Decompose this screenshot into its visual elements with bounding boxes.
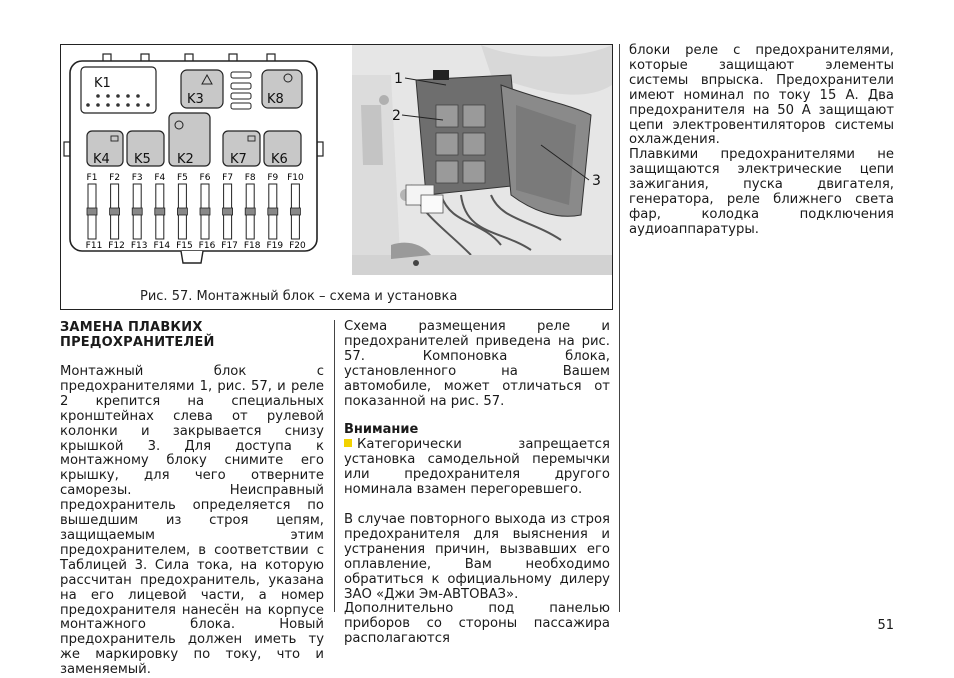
fuse-blade [200,208,210,215]
relay-label: K2 [177,152,194,167]
fuse-label-top: F1 [86,173,98,183]
fuse-blade [132,208,142,215]
figure-caption: Рис. 57. Монтажный блок – схема и установка [140,289,458,304]
fuse-label-bottom: F19 [266,241,284,251]
fuse-blade [245,208,255,215]
body-paragraph: Схема размещения реле и предохранителей приведена на рис. 57. Компоновка блока, установленного на Вашем автомобиле, может отличаться от показанной на рис. 57. [344,319,610,409]
callout-label: 3 [592,173,601,189]
body-paragraph: В случае повторного выхода из строя предохранителя для выяснения и устранения причин, вызвавших его оплавление, Вам необходимо обратиться к официальному дилеру ЗАО «Джи Эм-АВТОВАЗ». [344,511,610,602]
body-paragraph: блоки реле с предохранителями, которые защищают элементы системы впрыска. Предохранители имеют номинал по току 15 А. Два предохранителя на 50 А защищают цепи электровентиляторов системы охлаждения. [629,43,894,148]
heading-line: ПРЕДОХРАНИТЕЛЕЙ [60,335,215,350]
column-3 [629,44,894,238]
installation-photo [352,45,612,275]
fuse-label-top: F4 [154,173,166,183]
body-paragraph: Монтажный блок с предохранителями 1, рис. 57, и реле 2 крепится на специальных кронштейнах слева от рулевой колонки и закрывается снизу крышкой 3. Для доступа к монтажному блоку снимите его крышку, для чего отверните саморезы. Неисправный предохранитель определяется по вышедшим из строя цепям, защищаемым этим предохранителем, в соответствии с Таблицей 3. Сила тока, на которую рассчитан предохранитель, указана на его лицевой части, а номер предохранителя нанесён на корпусе монтажного блока. Новый предохранитель должен иметь ту же маркировку по току, что и заменяемый. [60,364,324,678]
fuse-label-bottom: F16 [198,241,216,251]
attention-text [344,438,610,498]
relay-label: K5 [134,152,151,167]
body-paragraph: Дополнительно под панелью приборов со стороны пассажира располагаются [344,601,610,647]
relay-label: K7 [230,152,247,167]
fuse-box-schematic [64,54,323,263]
column-divider [334,320,335,612]
callout-label: 2 [392,108,401,124]
fuse-label-top: F8 [244,173,256,183]
relay-label: K3 [187,92,204,107]
fuse-label-bottom: F12 [108,241,125,251]
fuse-label-top: F3 [131,173,143,183]
fuse-blade [87,208,97,215]
mounting-block-figure [61,45,612,309]
fuse-label-top: F10 [287,173,304,183]
page-number: 51 [877,618,894,633]
fuse-label-top: F2 [109,173,121,183]
fuse-label-top: F7 [222,173,234,183]
relay-label: K8 [267,92,284,107]
fuse-label-top: F9 [267,173,279,183]
callout-label: 1 [394,71,403,87]
fuse-blade [155,208,165,215]
figure-frame [60,44,613,310]
heading-line: ЗАМЕНА ПЛАВКИХ [60,320,203,335]
fuse-blade [268,208,278,215]
fuse-label-top: F6 [199,173,211,183]
section-heading [60,320,324,350]
column-2 [344,320,610,647]
fuse-label-bottom: F15 [176,241,193,251]
fuse-label-bottom: F13 [130,241,148,251]
relay-label: K4 [93,152,110,167]
body-paragraph: Плавкими предохранителями не защищаются электрические цепи зажигания, пуска двигателя, генератора, реле ближнего света фар, колодка подключения аудиоаппаратуры. [629,147,894,237]
column-divider [619,44,620,612]
attention-title: Внимание [344,422,419,438]
fuse-blade [223,208,233,215]
fuse-blade [290,208,300,215]
fuse-label-bottom: F20 [289,241,306,251]
fuse-label-bottom: F14 [153,241,171,251]
fuse-label-top: F5 [176,173,188,183]
relay-label: K1 [94,76,111,91]
fuse-label-bottom: F11 [85,241,103,251]
column-1 [60,320,324,678]
fuse-label-bottom: F18 [243,241,261,251]
fuse-blade [177,208,187,215]
relay-label: K6 [271,152,288,167]
fuse-blade [110,208,120,215]
attention-body: Категорически запрещается установка самодельной перемычки или предохранителя другого номинала взамен перегоревшего. [344,437,610,498]
fuse-label-bottom: F17 [221,241,238,251]
warning-bullet-icon [344,439,352,447]
